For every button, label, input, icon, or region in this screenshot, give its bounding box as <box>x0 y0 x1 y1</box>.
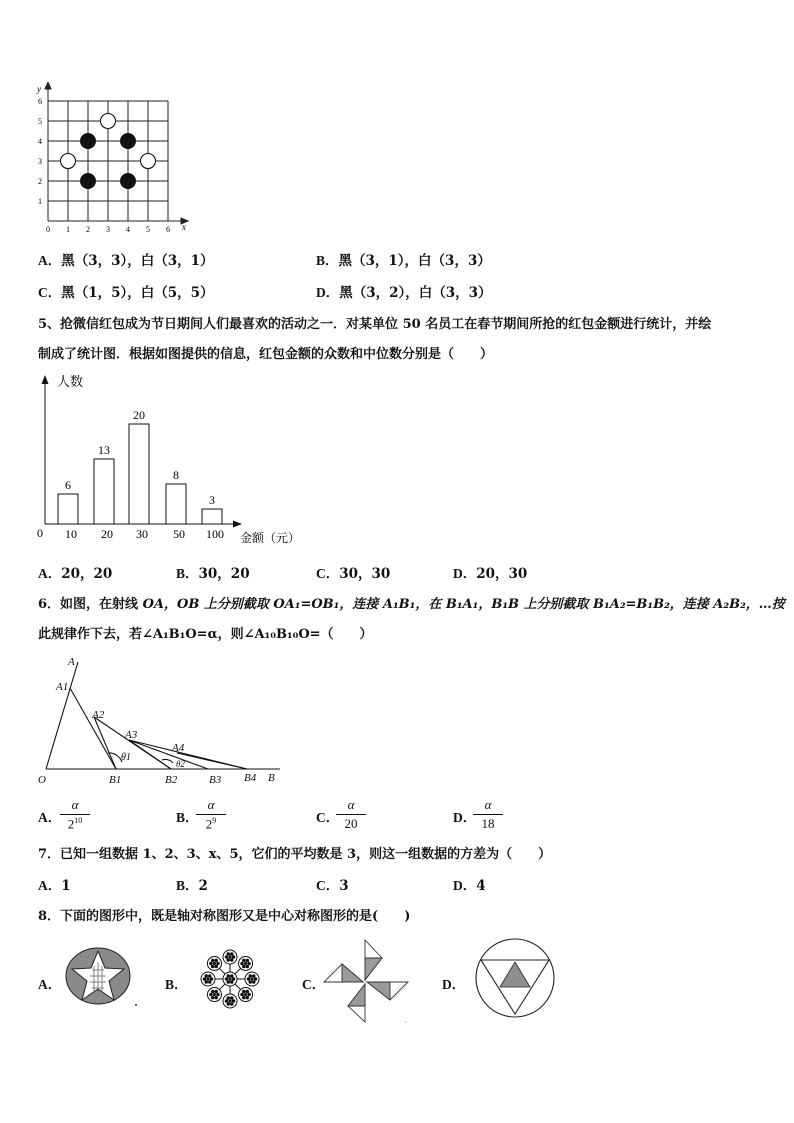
petal-dot <box>232 955 236 959</box>
q8-option-a-star-in-circle-figure <box>64 946 140 1010</box>
petal-dot <box>209 993 213 997</box>
petal-dot <box>230 1002 234 1006</box>
option-text: 30，20 <box>198 566 250 582</box>
chart-y-label: 人数 <box>57 374 84 389</box>
grid-y-axis-label: y <box>37 84 41 94</box>
white-stone <box>141 154 156 169</box>
bar-value-label: 6 <box>65 478 71 492</box>
q4-option-c[interactable] <box>38 281 214 301</box>
q7-option-b[interactable] <box>176 874 208 894</box>
petal-dot <box>214 996 218 1000</box>
petal-dot <box>240 962 244 966</box>
petal-dot <box>230 952 234 956</box>
q8-text: 8．下面的图形中，既是轴对称图形又是中心对称图形的是( ) <box>38 909 411 924</box>
label-a4: A4 <box>172 742 185 754</box>
q8-option-a[interactable] <box>38 973 61 993</box>
option-text: 20，20 <box>61 566 113 582</box>
grid-x-tick: 0 <box>46 225 50 234</box>
petal-dot <box>203 977 207 981</box>
black-stone <box>81 174 96 189</box>
petal-dot <box>205 974 209 978</box>
segment-a3b3 <box>129 740 208 769</box>
grid-y-tick: 4 <box>38 137 42 146</box>
label-a: A <box>68 656 75 668</box>
option-text: 黑（3，2），白（3，3） <box>339 285 492 301</box>
option-key: D． <box>442 977 466 992</box>
bar <box>94 459 114 524</box>
q8-option-d[interactable] <box>442 973 465 993</box>
fraction-denominator: 20 <box>344 816 358 831</box>
petal-dot <box>247 993 251 997</box>
q8-option-b-flower-figure <box>196 946 268 1012</box>
petal-dot <box>209 962 213 966</box>
petal-dot <box>252 974 256 978</box>
q6-text-line2: 此规律作下去，若∠A₁B₁O=α，则∠A₁₀B₁₀O=（ ） <box>38 627 373 642</box>
q6-option-a-fraction <box>60 797 90 832</box>
petal-dot <box>230 958 234 962</box>
grid-x-tick: 1 <box>66 225 70 234</box>
grid-y-tick: 6 <box>38 97 42 106</box>
option-text: 黑（3，1），白（3，3） <box>338 253 491 269</box>
grid-y-tick: 3 <box>38 157 42 166</box>
label-b4: B4 <box>244 772 257 784</box>
bar-value-label: 13 <box>98 443 110 457</box>
petal-dot <box>247 977 251 981</box>
bar <box>166 484 186 524</box>
petal-dot <box>232 999 236 1003</box>
petal-dot <box>246 959 250 963</box>
petal-dot <box>216 993 220 997</box>
q4-option-d[interactable] <box>316 281 492 301</box>
petal-dot <box>211 965 215 969</box>
petal-dot <box>244 993 247 996</box>
white-stone <box>101 114 116 129</box>
fraction-denominator <box>196 815 226 832</box>
petal-dot <box>227 952 231 956</box>
petal-dot <box>225 977 229 981</box>
option-key: B． <box>165 977 188 992</box>
bar-value-label: 20 <box>133 408 145 422</box>
category-tick-label: 50 <box>173 527 185 541</box>
petal-dot <box>246 965 250 969</box>
q6-option-a[interactable] <box>38 806 61 826</box>
label-a1: A1 <box>56 681 69 693</box>
theta2-arc <box>162 759 173 763</box>
option-key: C． <box>38 285 62 300</box>
option-key: C． <box>316 566 340 581</box>
go-board-coordinate-grid <box>28 82 198 237</box>
fraction-base: 2 <box>205 816 213 832</box>
petal-dot <box>211 990 215 994</box>
fraction-exponent: 10 <box>74 816 83 825</box>
petal-dot <box>227 996 231 1000</box>
label-theta2: θ2 <box>176 759 185 769</box>
fraction-base: 2 <box>67 816 75 832</box>
category-tick-label: 100 <box>206 527 224 541</box>
grid-y-tick: 1 <box>38 197 42 206</box>
category-tick-label: 30 <box>136 527 148 541</box>
grid-x-tick: 6 <box>166 225 170 234</box>
category-tick-label: 10 <box>65 527 77 541</box>
petal-dot <box>254 977 258 981</box>
option-text: 2 <box>198 878 208 894</box>
q7-text: 7．已知一组数据 1、2、3、x、5，它们的平均数是 3，则这一组数据的方差为（ ） <box>38 847 552 862</box>
label-a3: A3 <box>125 729 138 741</box>
option-text: 黑（1，5），白（5，5） <box>61 285 214 301</box>
q6-option-d-fraction <box>473 797 503 832</box>
option-key: A． <box>38 253 62 268</box>
q6-angle-construction-figure <box>32 654 292 790</box>
petal-dot <box>228 977 231 980</box>
q6-prefix: 6．如图，在射线 <box>38 597 143 612</box>
petal-dot <box>214 990 218 994</box>
bar <box>58 494 78 524</box>
petal-dot <box>247 962 251 966</box>
petal-dot <box>211 959 215 963</box>
grid-x-tick: 3 <box>106 225 110 234</box>
white-stone <box>61 154 76 169</box>
q5-option-c[interactable] <box>316 562 390 582</box>
q4-option-a[interactable] <box>38 249 214 269</box>
segment-b2a3 <box>129 740 171 769</box>
grid-x-tick: 2 <box>86 225 90 234</box>
bar-value-label: 8 <box>173 468 179 482</box>
q5-text-line2: 制成了统计图．根据如图提供的信息，红包金额的众数和中位数分别是（ ） <box>38 347 494 362</box>
bar <box>129 424 149 524</box>
option-text: 1 <box>61 878 71 894</box>
petal-dot <box>214 965 218 969</box>
bar-value-label: 3 <box>209 493 215 507</box>
option-key: D． <box>453 566 477 581</box>
q5-option-d[interactable] <box>453 562 527 582</box>
q7-option-d[interactable] <box>453 874 486 894</box>
petal-dot <box>250 977 253 980</box>
fraction-numerator: α <box>60 797 90 815</box>
petal-dot <box>214 959 218 963</box>
segment-a1b1 <box>70 688 116 769</box>
option-key: A． <box>38 810 62 825</box>
q8-option-b[interactable] <box>165 973 188 993</box>
option-key: C． <box>302 977 326 992</box>
option-key: D． <box>316 285 340 300</box>
option-key: A． <box>38 878 62 893</box>
label-b1: B1 <box>109 774 122 786</box>
option-key: B． <box>176 566 199 581</box>
petal-dot <box>208 974 212 978</box>
label-b: B <box>268 772 275 784</box>
bar <box>202 509 222 524</box>
q6-line1-rest: OA，OB 上分别截取 OA₁=OB₁，连接 A₁B₁，在 B₁A₁，B₁B 上分别截取 B₁A₂=B₁B₂，连接 A₂B₂，…按 <box>142 597 785 612</box>
fraction-numerator: α <box>196 797 226 815</box>
option-text: 20，30 <box>476 566 528 582</box>
petal-dot <box>227 958 231 962</box>
option-key: C． <box>316 810 340 825</box>
fraction-numerator: α <box>473 797 503 815</box>
petal-dot <box>242 996 246 1000</box>
petal-dot <box>225 999 229 1003</box>
petal-dot <box>211 996 215 1000</box>
label-theta1: θ1 <box>121 752 131 763</box>
option-text: 3 <box>339 878 349 894</box>
grid-x-tick: 5 <box>146 225 150 234</box>
petal-dot <box>227 980 231 984</box>
label-b3: B3 <box>209 774 222 786</box>
q5-option-b[interactable] <box>176 562 250 582</box>
q7-option-a[interactable] <box>38 874 71 894</box>
grid-y-arrow <box>45 82 51 89</box>
black-stone <box>121 134 136 149</box>
label-b2: B2 <box>165 774 178 786</box>
chart-x-label: 金额（元） <box>240 531 301 545</box>
svg-text:≡: ≡ <box>404 1020 408 1026</box>
q5-text-line1: 5、抢微信红包成为节日期间人们最喜欢的活动之一．对某单位 50 名员工在春节期间所抢的红包金额进行统计，并绘 <box>38 317 712 332</box>
option-key: C． <box>316 878 340 893</box>
petal-dot <box>213 962 216 965</box>
q5-option-a[interactable] <box>38 562 112 582</box>
fraction-exponent: 9 <box>212 816 217 825</box>
option-key: B． <box>176 810 199 825</box>
red-envelope-bar-chart <box>28 372 318 550</box>
fraction-numerator: α <box>336 797 366 815</box>
petal-dot <box>246 990 250 994</box>
q8-option-c-pinwheel-figure <box>322 938 412 1026</box>
petal-dot <box>228 955 231 958</box>
grid-y-tick: 5 <box>38 117 42 126</box>
petal-dot <box>210 977 214 981</box>
option-key: B． <box>176 878 199 893</box>
ray-oa <box>46 662 78 769</box>
petal-dot <box>249 980 253 984</box>
black-stone <box>81 134 96 149</box>
fraction-denominator: 18 <box>481 816 495 831</box>
label-a2: A2 <box>92 709 105 721</box>
chart-origin-label: 0 <box>37 526 43 540</box>
petal-dot <box>230 974 234 978</box>
q7-option-c[interactable] <box>316 874 349 894</box>
petal-dot <box>216 962 220 966</box>
q4-option-b[interactable] <box>316 249 491 269</box>
petal-dot <box>228 999 231 1002</box>
category-tick-label: 20 <box>101 527 113 541</box>
petal-dot <box>213 993 216 996</box>
chart-x-axis-arrow <box>233 521 242 528</box>
petal-dot <box>242 965 246 969</box>
petal-dot <box>227 1002 231 1006</box>
petal-dot <box>227 974 231 978</box>
petal-dot <box>244 962 247 965</box>
chart-y-axis-arrow <box>42 375 49 384</box>
black-stone <box>121 174 136 189</box>
option-key: A． <box>38 566 62 581</box>
option-text: 30，30 <box>339 566 391 582</box>
option-key: D． <box>453 878 477 893</box>
q8-option-d-triangle-in-circle-figure <box>472 936 558 1020</box>
grid-x-tick: 4 <box>126 225 130 234</box>
option-key: D． <box>453 810 477 825</box>
petal-dot <box>240 993 244 997</box>
fraction-denominator <box>60 815 90 832</box>
option-key: B． <box>316 253 339 268</box>
petal-dot <box>242 990 246 994</box>
petal-dot <box>232 977 236 981</box>
grid-y-tick: 2 <box>38 177 42 186</box>
petal-dot <box>206 977 209 980</box>
label-o: O <box>38 774 46 786</box>
petal-dot <box>242 959 246 963</box>
petal-dot <box>246 996 250 1000</box>
q6-text-line1 <box>38 593 785 612</box>
petal-dot <box>205 980 209 984</box>
petal-dot <box>230 996 234 1000</box>
q6-option-c-fraction <box>336 797 366 832</box>
option-key: A． <box>38 977 62 992</box>
option-text: 4 <box>476 878 486 894</box>
q6-option-b-fraction <box>196 797 226 832</box>
petal-dot <box>225 955 229 959</box>
petal-dot <box>208 980 212 984</box>
grid-x-axis-label: x <box>182 222 186 232</box>
petal-dot <box>249 974 253 978</box>
petal-dot <box>230 980 234 984</box>
petal-dot <box>252 980 256 984</box>
option-text: 黑（3，3），白（3，1） <box>61 253 214 269</box>
